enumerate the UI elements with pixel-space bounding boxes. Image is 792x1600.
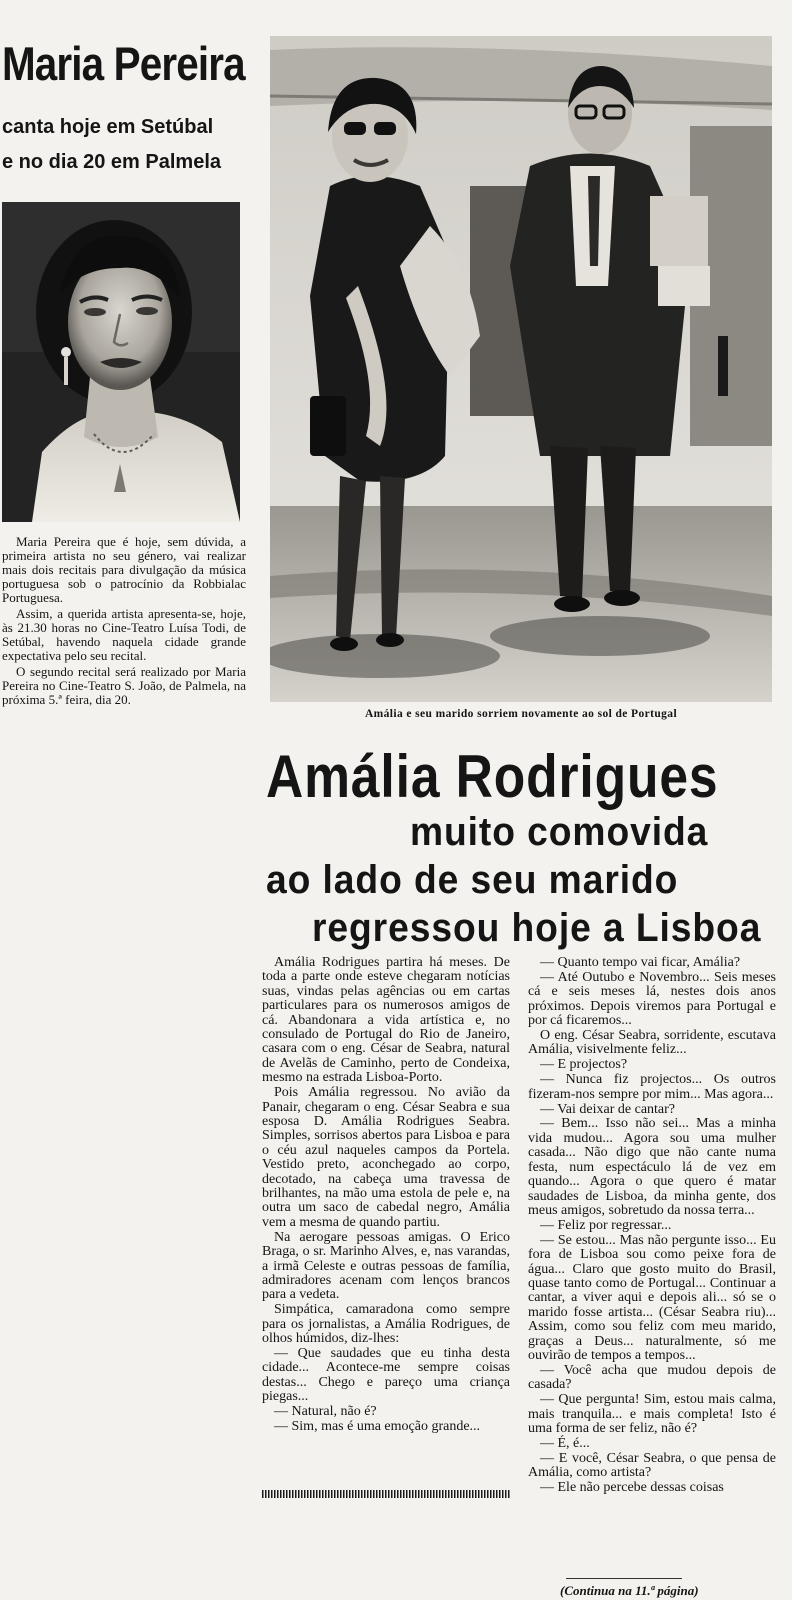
main-photo bbox=[270, 36, 772, 702]
article-paragraph: O eng. César Seabra, sorridente, escutava Amália, visivelmente feliz... bbox=[528, 1028, 776, 1058]
side-story-title: Maria Pereira bbox=[2, 37, 245, 90]
article-paragraph: Pois Amália regressou. No avião da Panair, chegaram o eng. César Seabra e sua esposa D. Amália Rodrigues Seabra. Simples, sorrisos abertos para Lisboa e para o céu azul naqueles campos da Portela. Vestido preto, aconchegado ao corpo, decotado, na cabeça uma travessa de brilhantes, na mão uma estola de pele e, na outra um saco de cabedal negro, Amália vem a mesma de quando partiu. bbox=[262, 1085, 510, 1230]
article-paragraph: — Bem... Isso não sei... Mas a minha vida mudou... Agora sou uma mulher casada... Não digo que não cante numa festa, num espectáculo lá de vez em quando... Agora o que quero é matar saudades de Lisboa, da minha gente, dos meus amigos, sobretudo da nossa terra... bbox=[528, 1116, 776, 1218]
side-story-paragraph: O segundo recital será realizado por Maria Pereira no Cine-Teatro S. João, de Palmela, na próxima 5.ª feira, dia 20. bbox=[2, 664, 246, 707]
article-paragraph: Amália Rodrigues partira há meses. De toda a parte onde esteve chegaram notícias suas, vindas pelas agências ou em cartas particulares para os numerosos amigos de cá. Abandonara a vida artística e, no consulado de Portugal do Rio de Janeiro, casara com o eng. César de Seabra, natural de Avelãs de Caminho, perto de Condeixa, mesmo na estrada Lisboa-Porto. bbox=[262, 955, 510, 1086]
column-end-rule bbox=[262, 1490, 510, 1498]
headline-line-2: muito comovida bbox=[410, 810, 709, 854]
article-paragraph: Simpática, camaradona como sempre para os jornalistas, a Amália Rodrigues, de olhos húmidos, diz-lhes: bbox=[262, 1302, 510, 1347]
article-paragraph: — Até Outubo e Novembro... Seis meses cá e seis meses lá, nestes dois anos próximos. Depois viremos para Portugal e por cá ficaremos... bbox=[528, 969, 776, 1029]
article-paragraph: Na aerogare pessoas amigas. O Erico Braga, o sr. Marinho Alves, e, nas varandas, a irmã Celeste e outras pessoas de família, admiradores acenam com lenços brancos para a vedeta. bbox=[262, 1229, 510, 1303]
side-story-subtitle-1: canta hoje em Setúbal bbox=[2, 116, 214, 138]
article-paragraph: — Sim, mas é uma emoção grande... bbox=[274, 1419, 481, 1434]
side-story-paragraph: Maria Pereira que é hoje, sem dúvida, a primeira artista no seu género, vai realizar mais dois recitais para divulgação da música portuguesa sob o patrocínio da Robbialac Portuguesa. bbox=[2, 534, 246, 605]
headline-line-4: regressou hoje a Lisboa bbox=[312, 906, 762, 950]
article-paragraph: — Nunca fiz projectos... Os outros fizeram-nos sempre por mim... Mas agora... bbox=[528, 1072, 776, 1102]
article-paragraph: — Quanto tempo vai ficar, Amália? bbox=[540, 955, 741, 970]
side-story-paragraph: Assim, a querida artista apresenta-se, hoje, às 21.30 horas no Cine-Teatro Luísa Todi, de Setúbal, havendo naquela cidade grande expectativa pelo seu recital. bbox=[2, 606, 246, 663]
article-paragraph: — E projectos? bbox=[540, 1057, 628, 1073]
article-paragraph: — Ele não percebe dessas coisas bbox=[540, 1480, 724, 1496]
article-paragraph: — Vai deixar de cantar? bbox=[540, 1101, 676, 1117]
article-paragraph: — Você acha que mudou depois de casada? bbox=[528, 1362, 776, 1393]
article-column-2 bbox=[528, 956, 776, 1496]
article-paragraph: — Que pergunta! Sim, estou mais calma, mais tranquila... e mais completa! Isto é uma forma de ser feliz, não é? bbox=[528, 1392, 776, 1436]
article-paragraph: — Natural, não é? bbox=[274, 1404, 377, 1420]
headline-line-3: ao lado de seu marido bbox=[266, 858, 679, 902]
portrait-photo bbox=[2, 202, 240, 522]
article-paragraph: — Que saudades que eu tinha desta cidade... Acontece-me sempre coisas destas... Chego e pareço uma criança piegas... bbox=[262, 1345, 510, 1405]
article-column-1 bbox=[262, 956, 510, 1435]
article-paragraph: — É, é... bbox=[540, 1435, 590, 1451]
headline-main: Amália Rodrigues bbox=[266, 743, 719, 810]
side-story-subtitle-2: e no dia 20 em Palmela bbox=[2, 151, 221, 173]
photo-caption: Amália e seu marido sorriem novamente ao sol de Portugal bbox=[364, 708, 678, 720]
article-paragraph: — E você, César Seabra, o que pensa de Amália, como artista? bbox=[528, 1450, 776, 1481]
article-paragraph: — Feliz por regressar... bbox=[540, 1217, 672, 1233]
continuation-rule bbox=[566, 1578, 682, 1579]
continued-on-page-note: (Continua na 11.ª página) bbox=[560, 1583, 699, 1598]
side-story-body bbox=[2, 535, 246, 709]
article-paragraph: — Se estou... Mas não pergunte isso... Eu fora de Lisboa sou como peixe fora de água... Claro que gosto muito do Brasil, quase tanto como de Portugal... Continuar a cantar, a viver aqui e depois ali... só se o marido fosse artista... (César Seabra riu)... Assim, como sou feliz com meu marido, graças a Deus... naturalmente, só me ouvirão de tempos a tempos... bbox=[528, 1232, 776, 1363]
